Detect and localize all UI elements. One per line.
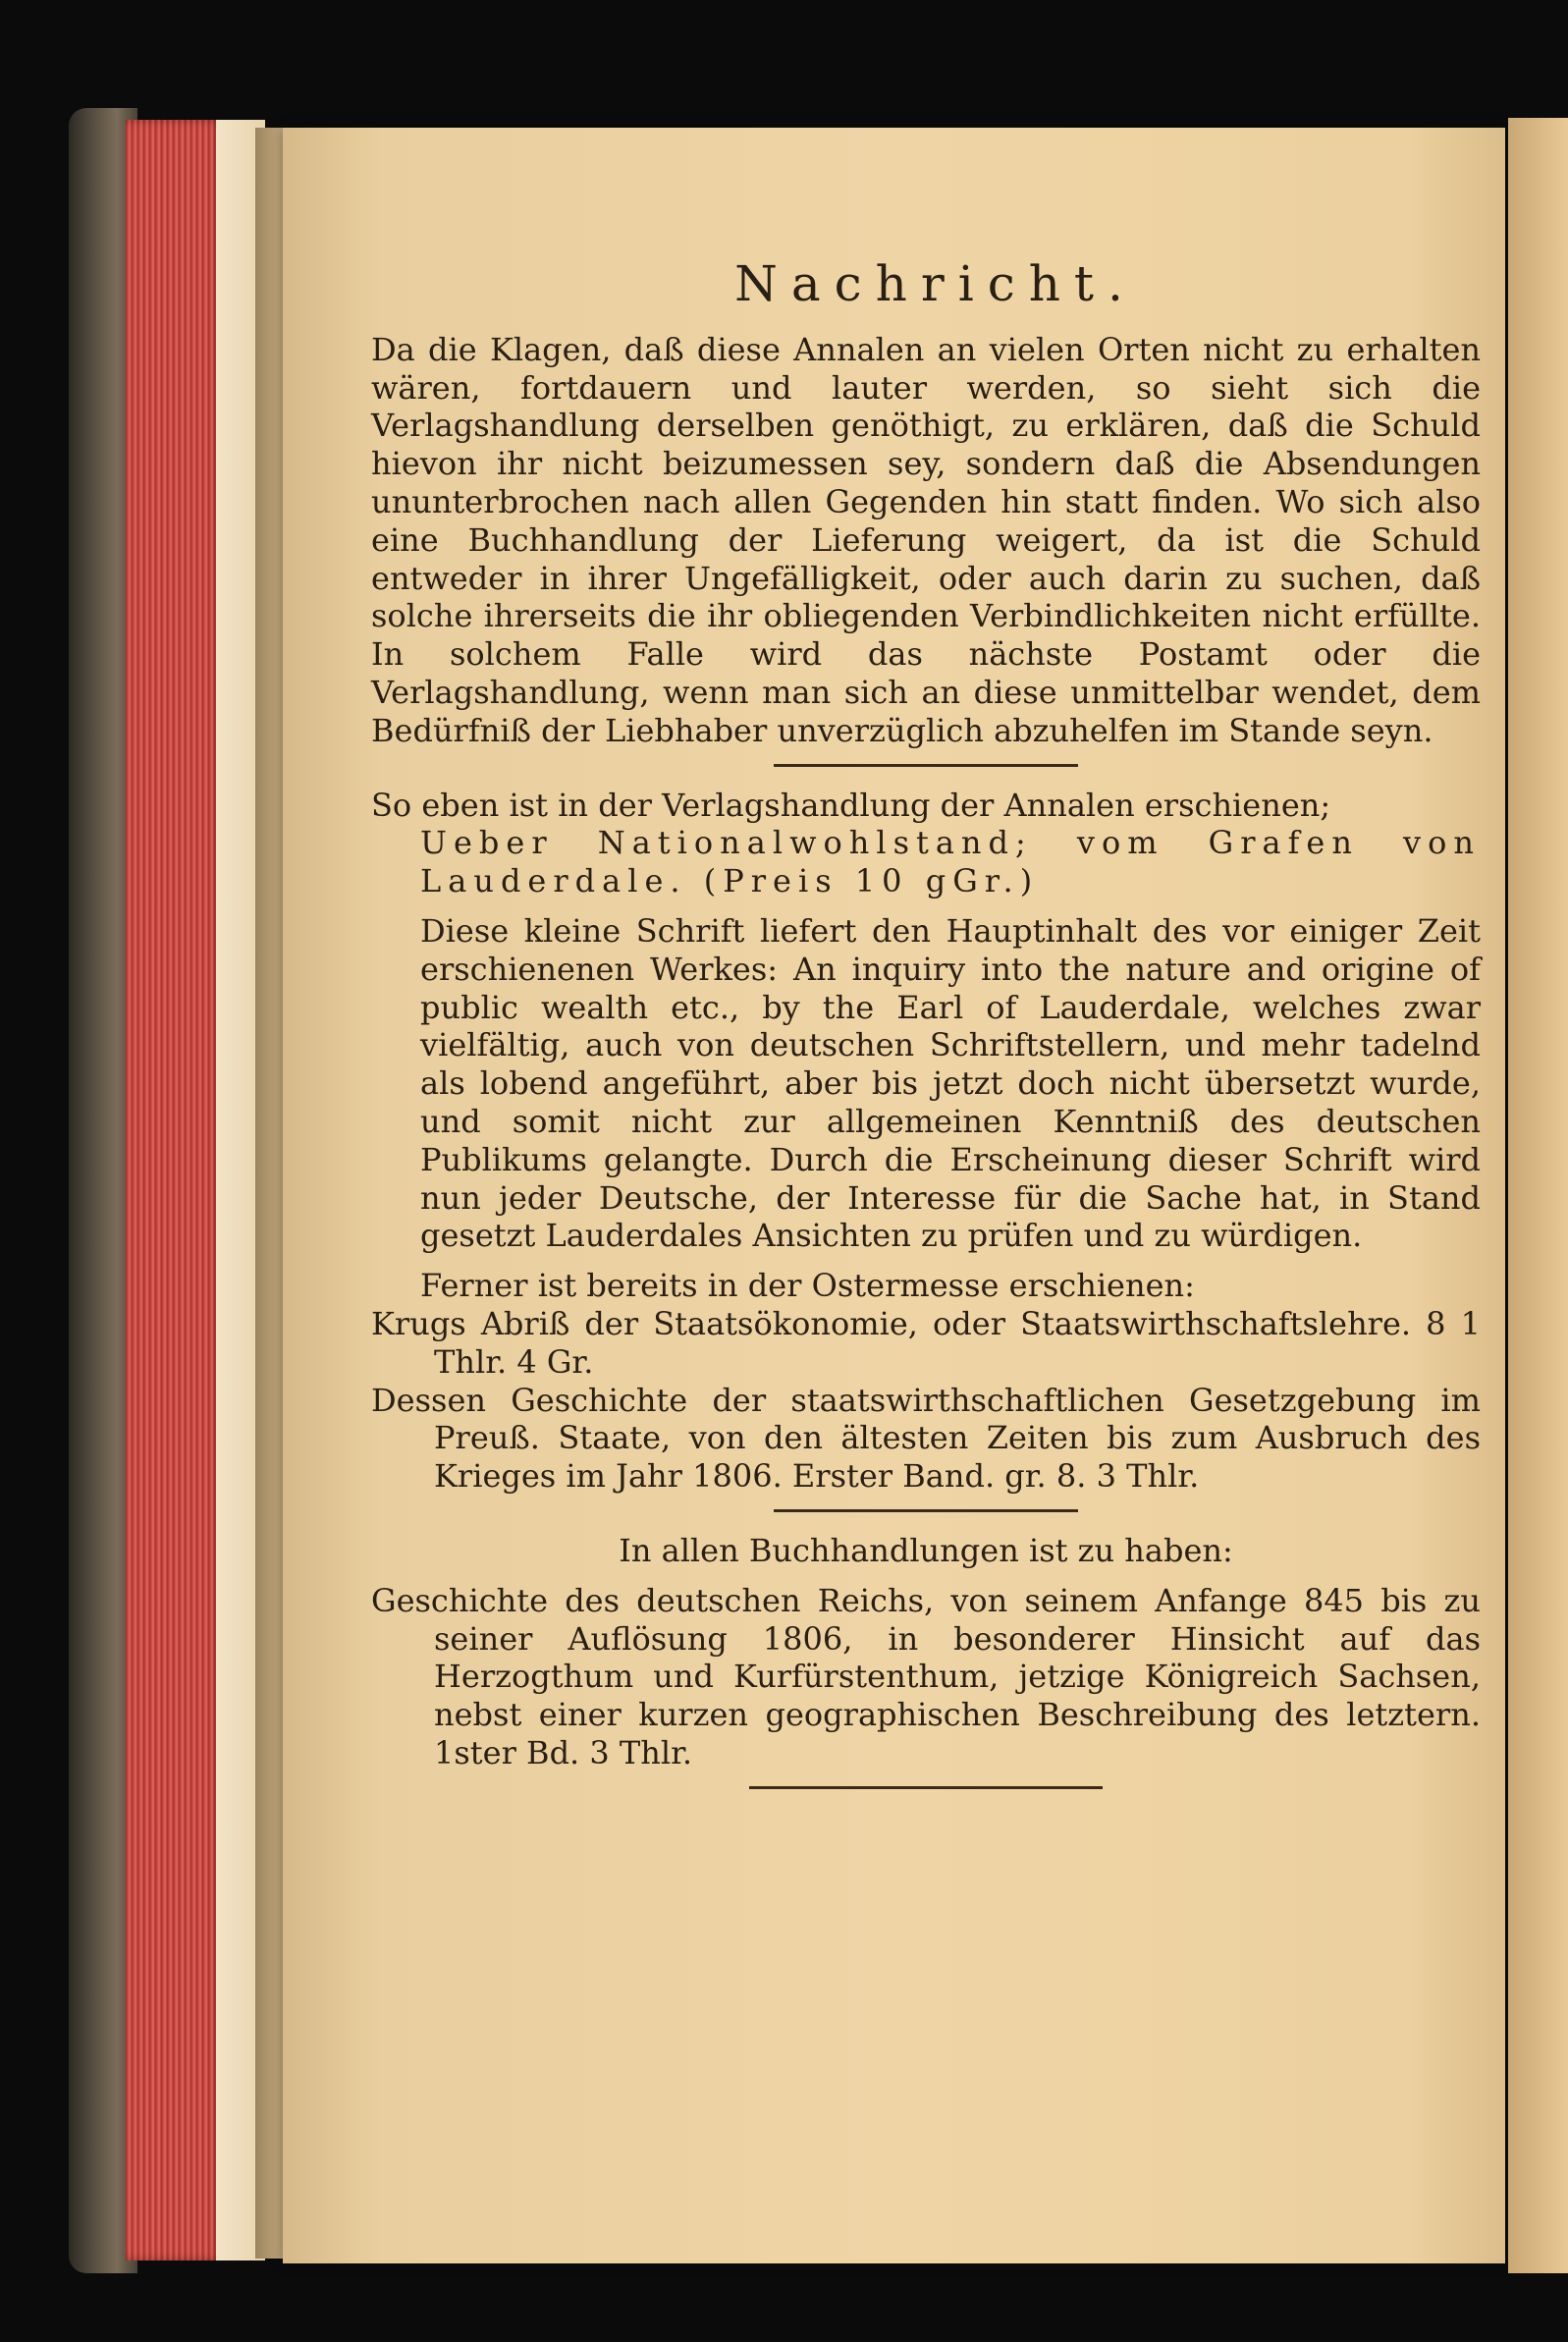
gutter xyxy=(255,128,285,2259)
page-text xyxy=(371,255,1481,1809)
divider-rule xyxy=(774,1509,1078,1512)
section3-intro: In allen Buchhandlungen ist zu haben: xyxy=(619,1531,1233,1569)
spacer xyxy=(371,1570,1481,1582)
section2-item1: Krugs Abriß der Staatsökonomie, oder Staatswirthschaftslehre. 8 1 Thlr. 4 Gr. xyxy=(371,1304,1481,1381)
page-title: Nachricht. xyxy=(734,255,1137,312)
section1-title: Ueber Nationalwohlstand; vom Grafen von Lauderdale. (Preis 10 gGr.) xyxy=(420,824,1481,900)
section3-item1: Geschichte des deutschen Reichs, von seinem Anfange 845 bis zu seiner Auflösung 1806, in besonderer Hinsicht auf das Herzogthum und Kurfürstenthum, jetzige Königreich Sachsen, nebst einer kurzen geographischen Beschreibung des letztern. 1ster Bd. 3 Thlr. xyxy=(371,1581,1481,1771)
spacer xyxy=(371,900,1481,912)
section2-item2: Dessen Geschichte der staatswirthschaftlichen Gesetzgebung im Preuß. Staate, von den ältesten Zeiten bis zum Ausbruch des Krieges im Jahr 1806. Erster Band. gr. 8. 3 Thlr. xyxy=(371,1381,1481,1496)
page-edges xyxy=(126,120,224,2260)
section2-intro: Ferner ist bereits in der Ostermesse erschienen: xyxy=(420,1267,1195,1305)
facing-page xyxy=(1508,118,1568,2273)
spacer xyxy=(371,1255,1481,1267)
notice-paragraph: Da die Klagen, daß diese Annalen an vielen Orten nicht zu erhalten wären, fortdauern und lauter werden, so sieht sich die Verlagshandlung derselben genöthigt, zu erklären, daß die Schuld hievon ihr nicht beizumessen sey, sondern daß die Absendungen ununterbrochen nach allen Gegenden hin statt finden. Wo sich also eine Buchhandlung der Lieferung weigert, da ist die Schuld entweder in ihrer Ungefälligkeit, oder auch darin zu suchen, daß solche ihrerseits die ihr obliegenden Verbindlichkeiten nicht erfüllte. In solchem Falle wird das nächste Postamt oder die Verlagshandlung, wenn man sich an diese unmittelbar wendet, dem Bedürfniß der Liebhaber unverzüglich abzuhelfen im Stande seyn. xyxy=(371,330,1481,749)
section1-description: Diese kleine Schrift liefert den Hauptinhalt des vor einiger Zeit erschienenen Werkes: An inquiry into the nature and origine of public wealth etc., by the Earl of Lauderdale, welches zwar vielfältig, auch von deutschen Schriftstellern, und mehr tadelnd als lobend angeführt, aber bis jetzt doch nicht übersetzt wurde, und somit nicht zur allgemeinen Kenntniß des deutschen Publikums gelangte. Durch die Erscheinung dieser Schrift wird nun jeder Deutsche, der Interesse für die Sache hat, in Stand gesetzt Lauderdales Ansichten zu prüfen und zu würdigen. xyxy=(420,911,1481,1255)
divider-rule xyxy=(749,1786,1103,1789)
section1-intro: So eben ist in der Verlagshandlung der Annalen erschienen; xyxy=(371,786,1331,824)
divider-rule xyxy=(774,764,1078,767)
